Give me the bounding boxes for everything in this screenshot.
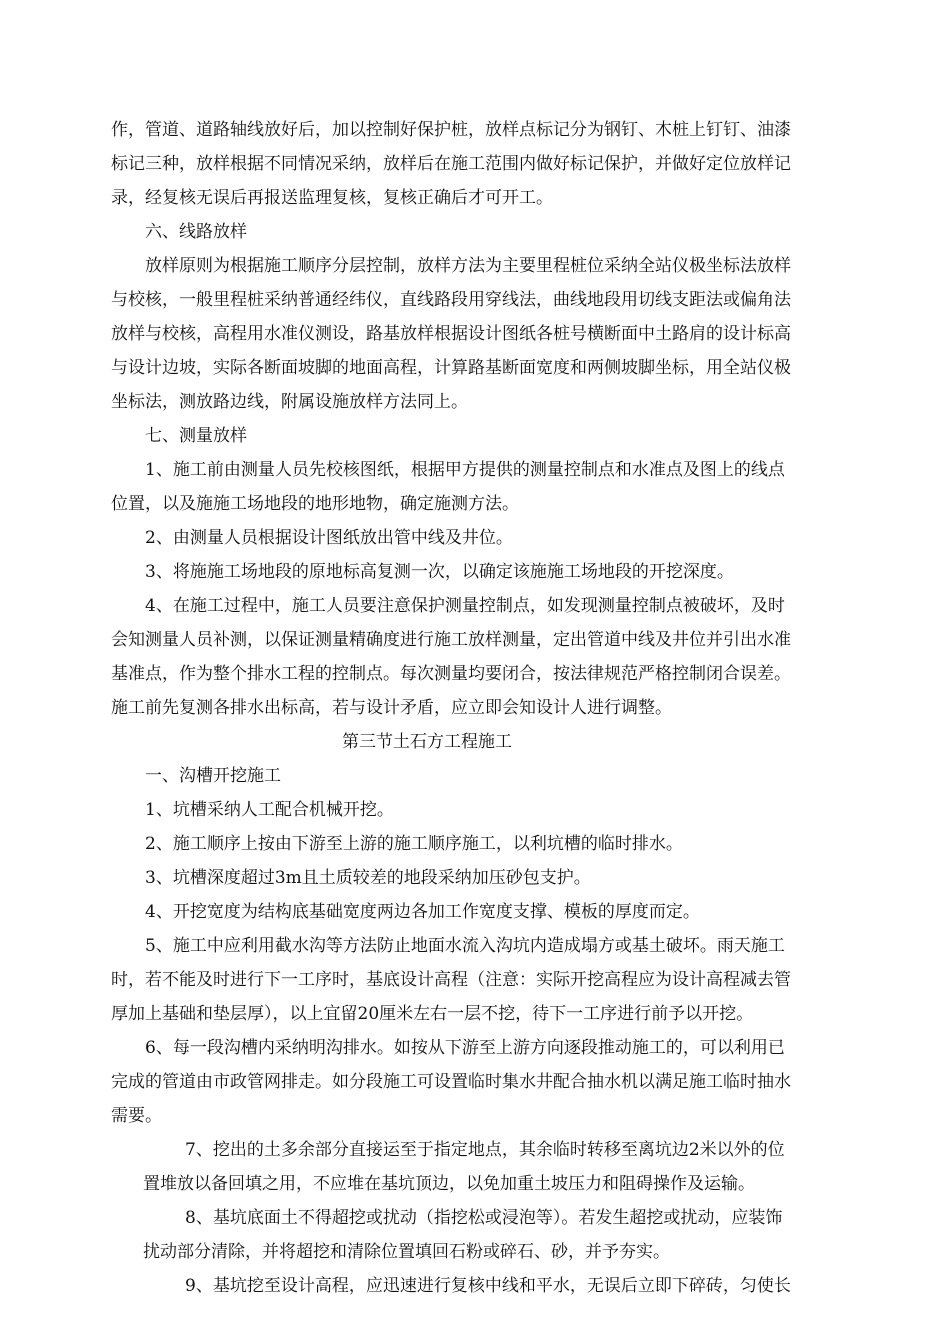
paragraph-line: 位置，以及施施工场地段的地形地物，确定施测方法。 (111, 494, 519, 514)
paragraph-line: 时，若不能及时进行下一工序时，基底设计高程（注意：实际开挖高程应为设计高程减去管 (111, 970, 791, 990)
paragraph-line: 9、基坑挖至设计高程，应迅速进行复核中线和平水，无误后立即下碎砖，匀使长 (185, 1276, 791, 1296)
paragraph-line: 4、开挖宽度为结构底基础宽度两边各加工作宽度支撑、模板的厚度而定。 (145, 902, 700, 922)
paragraph-line: 2、由测量人员根据设计图纸放出管中线及井位。 (145, 528, 513, 548)
paragraph-line: 需要。 (111, 1106, 162, 1126)
paragraph-line: 厚加上基础和垫层厚），以上宜留20厘米左右一层不挖，待下一工序进行前予以开挖。 (111, 1004, 754, 1024)
paragraph-line: 与设计边坡，实际各断面坡脚的地面高程，计算路基断面宽度和两侧坡脚坐标，用全站仪极 (111, 358, 791, 378)
paragraph-line: 6、每一段沟槽内采纳明沟排水。如按从下游至上游方向逐段推动施工的，可以利用已 (145, 1038, 785, 1058)
section-heading: 六、线路放样 (145, 222, 247, 242)
paragraph-line: 扰动部分清除，并将超挖和清除位置填回石粉或碎石、砂，并予夯实。 (143, 1242, 670, 1262)
paragraph-line: 作，管道、道路轴线放好后，加以控制好保护桩，放样点标记分为钢钉、木桩上钉钉、油漆 (111, 120, 791, 140)
section-heading: 一、沟槽开挖施工 (145, 766, 281, 786)
section-heading: 七、测量放样 (145, 426, 247, 446)
paragraph-line: 放样与校核，高程用水准仪测设，路基放样根据设计图纸各桩号横断面中土路肩的设计标高 (111, 324, 791, 344)
paragraph-line: 施工前先复测各排水出标高，若与设计矛盾，应立即会知设计人进行调整。 (111, 698, 672, 718)
paragraph-line: 3、坑槽深度超过3m且土质较差的地段采纳加压砂包支护。 (145, 868, 591, 888)
paragraph-line: 与校核，一般里程桩采纳普通经纬仪，直线路段用穿线法，曲线地段用切线支距法或偏角法 (111, 290, 791, 310)
paragraph-line: 7、挖出的土多余部分直接运至于指定地点，其余临时转移至离坑边2米以外的位 (185, 1140, 785, 1160)
paragraph-line: 标记三种，放样根据不同情况采纳，放样后在施工范围内做好标记保护，并做好定位放样记 (111, 154, 791, 174)
paragraph-line: 4、在施工过程中，施工人员要注意保护测量控制点，如发现测量控制点被破坏，及时 (145, 596, 785, 616)
paragraph-line: 1、坑槽采纳人工配合机械开挖。 (145, 800, 394, 820)
section-title: 第三节土石方工程施工 (342, 732, 512, 752)
paragraph-line: 录，经复核无误后再报送监理复核，复核正确后才可开工。 (111, 188, 553, 208)
paragraph-line: 5、施工中应利用截水沟等方法防止地面水流入沟坑内造成塌方或基土破坏。雨天施工 (145, 936, 785, 956)
paragraph-line: 放样原则为根据施工顺序分层控制，放样方法为主要里程桩位采纳全站仪极坐标法放样 (145, 256, 791, 276)
paragraph-line: 基准点，作为整个排水工程的控制点。每次测量均要闭合，按法律规范严格控制闭合误差。 (111, 664, 791, 684)
paragraph-line: 2、施工顺序上按由下游至上游的施工顺序施工，以利坑槽的临时排水。 (145, 834, 683, 854)
paragraph-line: 3、将施施工场地段的原地标高复测一次，以确定该施施工场地段的开挖深度。 (145, 562, 734, 582)
paragraph-line: 1、施工前由测量人员先校核图纸，根据甲方提供的测量控制点和水准点及图上的线点 (145, 460, 785, 480)
paragraph-line: 置堆放以备回填之用，不应堆在基坑顶边，以免加重土坡压力和阻碍操作及运输。 (143, 1174, 755, 1194)
paragraph-line: 完成的管道由市政管网排走。如分段施工可设置临时集水井配合抽水机以满足施工临时抽水 (111, 1072, 791, 1092)
paragraph-line: 8、基坑底面土不得超挖或扰动（指挖松或浸泡等）。若发生超挖或扰动，应装饰 (185, 1208, 783, 1228)
paragraph-line: 会知测量人员补测，以保证测量精确度进行施工放样测量，定出管道中线及井位并引出水准 (111, 630, 791, 650)
paragraph-line: 坐标法，测放路边线，附属设施放样方法同上。 (111, 392, 468, 412)
